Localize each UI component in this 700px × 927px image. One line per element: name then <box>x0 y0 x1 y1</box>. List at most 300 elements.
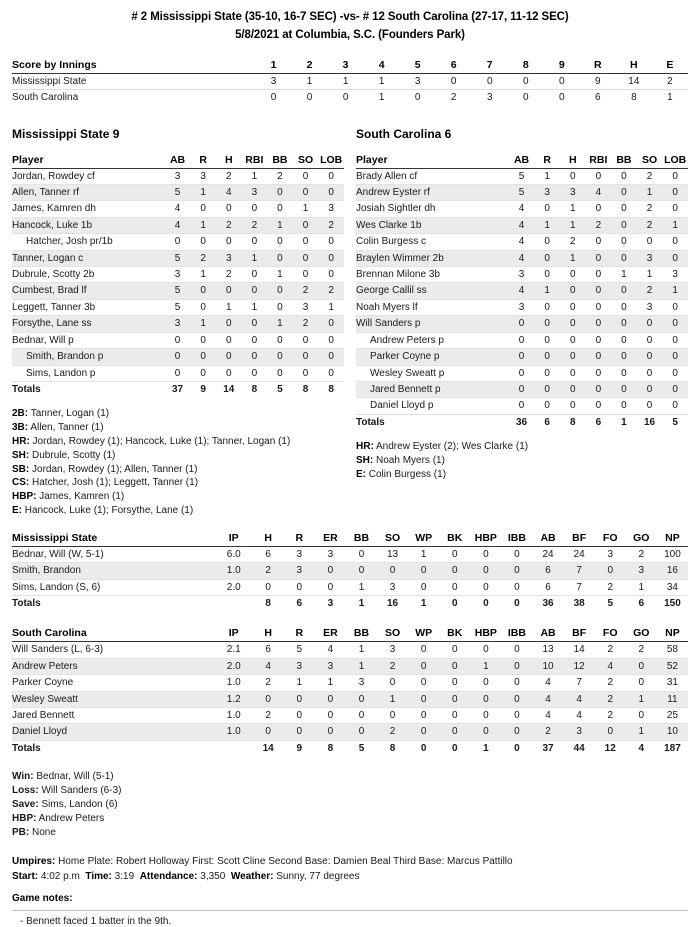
batter-stat: 0 <box>318 185 344 201</box>
table-row <box>12 675 688 691</box>
pitcher-stat: 2 <box>253 675 284 691</box>
batter-stat: 0 <box>586 201 612 217</box>
batter-stat: 2 <box>267 168 293 184</box>
batter-stat: 3 <box>662 267 688 283</box>
batter-stat: 0 <box>662 365 688 381</box>
away-note-line-label: SH: <box>12 449 30 461</box>
home-bat-col-lob: LOB <box>662 154 688 169</box>
pitcher-stat: 0 <box>346 691 377 707</box>
batter-stat: 1 <box>318 299 344 315</box>
table-row <box>12 365 344 381</box>
batter-stat: 0 <box>216 349 242 365</box>
batter-stat: 3 <box>216 250 242 266</box>
batter-stat: 0 <box>534 299 560 315</box>
batter-name: George Callil ss <box>356 283 509 299</box>
pitcher-stat: 0 <box>626 707 657 723</box>
batter-stat: 0 <box>293 234 319 250</box>
away-batting-body <box>12 168 344 397</box>
away-note-line-label: HR: <box>12 435 30 447</box>
innings-row <box>12 73 688 89</box>
batter-stat: 1 <box>242 299 268 315</box>
batter-stat: 1 <box>190 185 216 201</box>
batter-stat: 0 <box>611 185 637 201</box>
batter-name: Allen, Tanner rf <box>12 185 165 201</box>
batter-stat: 1 <box>242 168 268 184</box>
batter-stat: 2 <box>190 250 216 266</box>
pitcher-stat: 0 <box>470 707 501 723</box>
pitcher-stat: 0 <box>253 691 284 707</box>
batting-total-stat: 1 <box>611 414 637 430</box>
pitcher-name: Andrew Peters <box>12 658 215 674</box>
pitcher-stat: 0 <box>346 563 377 579</box>
pitcher-stat: 2 <box>377 658 408 674</box>
batter-stat: 0 <box>611 398 637 414</box>
batter-name: Smith, Brandon p <box>12 349 165 365</box>
batter-stat: 0 <box>534 332 560 348</box>
batter-stat: 0 <box>293 267 319 283</box>
batter-stat: 0 <box>318 168 344 184</box>
pitcher-stat: 4 <box>315 642 346 658</box>
innings-value: 3 <box>486 91 493 103</box>
pitcher-stat: 3 <box>595 546 626 562</box>
home-pit-col-ibb: IBB <box>501 627 532 642</box>
game-note-item: - Bennett faced 1 batter in the 9th. <box>20 916 172 927</box>
batter-name: Josiah Sightler dh <box>356 201 509 217</box>
home-pit-col-hbp: HBP <box>470 627 501 642</box>
pitching-totals-label: Totals <box>12 595 215 611</box>
pitcher-stat: 3 <box>377 579 408 595</box>
batter-stat: 0 <box>662 332 688 348</box>
batter-stat: 0 <box>611 365 637 381</box>
away-note-line-label: 3B: <box>12 422 29 434</box>
batter-stat: 0 <box>190 283 216 299</box>
batter-stat: 0 <box>165 349 191 365</box>
pitcher-stat: 0 <box>439 563 470 579</box>
batter-stat: 1 <box>267 217 293 233</box>
decision-value: Sims, Landon (6) <box>38 799 118 811</box>
pitcher-stat: 2 <box>595 707 626 723</box>
home-note-line-label: E: <box>356 468 366 480</box>
pitcher-stat: 100 <box>657 546 688 562</box>
innings-value: 0 <box>306 91 313 103</box>
away-team-heading: Mississippi State 9 <box>12 126 120 141</box>
pitcher-stat: 2 <box>532 724 563 740</box>
home-bat-col-rbi: RBI <box>586 154 612 169</box>
batter-stat: 0 <box>509 332 535 348</box>
batting-total-stat: 37 <box>165 381 191 397</box>
batter-stat: 0 <box>586 267 612 283</box>
batter-stat: 0 <box>586 283 612 299</box>
pitcher-stat: 2.0 <box>215 658 253 674</box>
home-bat-col-ab: AB <box>509 154 535 169</box>
pitcher-name: Bednar, Will (W, 5-1) <box>12 546 215 562</box>
batter-stat: 0 <box>293 185 319 201</box>
attendance-value: 3,350 <box>197 871 226 883</box>
pitcher-stat: 0 <box>439 658 470 674</box>
pitcher-stat: 3 <box>315 658 346 674</box>
table-row <box>12 299 344 315</box>
batter-stat: 0 <box>586 349 612 365</box>
batter-stat: 5 <box>165 185 191 201</box>
pitcher-stat: 0 <box>377 675 408 691</box>
batter-stat: 1 <box>611 267 637 283</box>
pitching-total-stat: 0 <box>501 740 532 756</box>
batter-stat: 0 <box>586 250 612 266</box>
pitching-totals-row <box>12 595 688 611</box>
batter-stat: 3 <box>637 299 663 315</box>
pitcher-name: Jared Bennett <box>12 707 215 723</box>
batter-stat: 3 <box>509 299 535 315</box>
batting-totals-label: Totals <box>356 414 509 430</box>
pitcher-stat: 0 <box>595 724 626 740</box>
batter-stat: 0 <box>267 201 293 217</box>
pitching-total-stat: 8 <box>253 595 284 611</box>
batting-total-stat: 8 <box>242 381 268 397</box>
pitcher-stat: 1.2 <box>215 691 253 707</box>
pitcher-stat: 2 <box>595 675 626 691</box>
pitching-total-stat: 1 <box>470 740 501 756</box>
pitcher-stat: 0 <box>439 675 470 691</box>
away-note-line <box>12 435 344 449</box>
batter-stat: 5 <box>165 283 191 299</box>
batter-stat: 0 <box>318 365 344 381</box>
batter-stat: 0 <box>318 332 344 348</box>
away-pitching-body <box>12 546 688 611</box>
innings-col-8: 8 <box>508 59 544 74</box>
batter-stat: 0 <box>586 234 612 250</box>
batter-stat: 1 <box>662 217 688 233</box>
away-pit-col-ab: AB <box>532 532 563 547</box>
innings-team-name: Mississippi State <box>12 73 256 89</box>
away-note-line-value: Dubrule, Scotty (1) <box>29 449 116 461</box>
pitcher-stat: 0 <box>501 691 532 707</box>
home-pit-col-ip: IP <box>215 627 253 642</box>
batter-stat: 0 <box>267 299 293 315</box>
batter-stat: 2 <box>293 283 319 299</box>
pitcher-stat: 1 <box>626 579 657 595</box>
pitcher-stat: 4 <box>532 691 563 707</box>
away-pit-col-go: GO <box>626 532 657 547</box>
batter-stat: 0 <box>560 267 586 283</box>
batter-stat: 0 <box>293 250 319 266</box>
pitching-total-stat: 6 <box>626 595 657 611</box>
home-pit-col-bb: BB <box>346 627 377 642</box>
batter-stat: 0 <box>586 398 612 414</box>
away-note-line-label: SB: <box>12 463 30 475</box>
home-note-line-label: SH: <box>356 454 374 466</box>
batter-stat: 0 <box>637 349 663 365</box>
batter-stat: 0 <box>267 250 293 266</box>
away-pit-col-er: ER <box>315 532 346 547</box>
pitcher-stat: 3 <box>564 724 595 740</box>
pitcher-stat: 2 <box>626 546 657 562</box>
batter-stat: 1 <box>190 267 216 283</box>
batter-stat: 0 <box>534 398 560 414</box>
home-pit-col-wp: WP <box>408 627 439 642</box>
batter-stat: 1 <box>560 250 586 266</box>
pitcher-stat: 5 <box>284 642 315 658</box>
batter-stat: 0 <box>293 365 319 381</box>
pitcher-stat: 0 <box>501 579 532 595</box>
score-by-innings-table <box>12 59 688 105</box>
table-row <box>12 168 344 184</box>
batter-stat: 0 <box>662 316 688 332</box>
pitching-total-stat: 5 <box>346 740 377 756</box>
home-pit-col-np: NP <box>657 627 688 642</box>
batter-stat: 2 <box>216 217 242 233</box>
table-row <box>356 283 688 299</box>
batter-stat: 0 <box>662 234 688 250</box>
table-row <box>12 691 688 707</box>
batter-stat: 4 <box>165 201 191 217</box>
batter-stat: 0 <box>190 201 216 217</box>
home-pitching-section <box>12 627 688 756</box>
table-row <box>12 546 688 562</box>
pitcher-stat: 2 <box>626 642 657 658</box>
batter-stat: 0 <box>560 398 586 414</box>
pitcher-name: Parker Coyne <box>12 675 215 691</box>
pitching-total-stat: 37 <box>532 740 563 756</box>
batter-stat: 0 <box>662 349 688 365</box>
pitcher-stat: 4 <box>564 707 595 723</box>
batter-name: Brennan Milone 3b <box>356 267 509 283</box>
table-row <box>12 642 688 658</box>
pitcher-stat: 1.0 <box>215 707 253 723</box>
away-note-line-value: Hatcher, Josh (1); Leggett, Tanner (1) <box>29 477 199 489</box>
away-batting-table <box>12 154 344 398</box>
page-title <box>0 0 700 45</box>
pitcher-stat: 1.0 <box>215 724 253 740</box>
batter-stat: 1 <box>216 299 242 315</box>
home-batting-table <box>356 154 688 431</box>
innings-row <box>12 89 688 105</box>
pitcher-stat: 1 <box>626 724 657 740</box>
pitching-totals-label: Totals <box>12 740 215 756</box>
pitching-total-stat: 9 <box>284 740 315 756</box>
away-pitching-table <box>12 532 688 612</box>
batter-stat: 0 <box>611 201 637 217</box>
batter-stat: 1 <box>534 168 560 184</box>
batter-stat: 0 <box>560 299 586 315</box>
home-note-line <box>356 468 688 482</box>
pitcher-stat: 6 <box>253 642 284 658</box>
away-bat-col-r: R <box>190 154 216 169</box>
batter-stat: 0 <box>586 332 612 348</box>
away-note-line <box>12 421 344 435</box>
batter-stat: 0 <box>242 283 268 299</box>
home-batting-column <box>356 127 688 518</box>
pitcher-stat: 3 <box>346 675 377 691</box>
away-note-line <box>12 463 344 477</box>
batter-name: Dubrule, Scotty 2b <box>12 267 165 283</box>
batter-name: Andrew Peters p <box>356 332 509 348</box>
batter-stat: 0 <box>611 283 637 299</box>
pitching-total-stat: 187 <box>657 740 688 756</box>
batter-stat: 1 <box>560 217 586 233</box>
batting-totals-row <box>12 381 344 397</box>
pitcher-stat: 0 <box>408 691 439 707</box>
batter-stat: 0 <box>242 267 268 283</box>
table-row <box>356 381 688 397</box>
batter-stat: 4 <box>509 201 535 217</box>
pitcher-stat: 0 <box>626 658 657 674</box>
pitcher-stat: 2 <box>377 724 408 740</box>
pitcher-stat: 25 <box>657 707 688 723</box>
batter-stat: 0 <box>611 332 637 348</box>
batting-total-stat: 9 <box>190 381 216 397</box>
pitcher-stat: 0 <box>253 724 284 740</box>
game-date-venue: 5/8/2021 at Columbia, S.C. (Founders Park) <box>235 28 465 41</box>
batter-stat: 0 <box>611 349 637 365</box>
batter-name: Tanner, Logan c <box>12 250 165 266</box>
innings-col-1: 1 <box>256 59 292 74</box>
batter-stat: 2 <box>318 283 344 299</box>
batter-stat: 1 <box>637 185 663 201</box>
pitcher-stat: 0 <box>408 658 439 674</box>
batter-stat: 3 <box>165 316 191 332</box>
weather-value: Sunny, 77 degrees <box>273 871 360 883</box>
away-pit-col-bk: BK <box>439 532 470 547</box>
table-row <box>356 316 688 332</box>
pitcher-stat: 0 <box>284 724 315 740</box>
pitcher-stat: 3 <box>315 546 346 562</box>
home-pit-col-ab: AB <box>532 627 563 642</box>
decision-line <box>12 770 688 784</box>
batter-stat: 0 <box>611 381 637 397</box>
batter-stat: 2 <box>318 217 344 233</box>
table-row <box>12 267 344 283</box>
pitcher-stat: 10 <box>657 724 688 740</box>
batter-stat: 0 <box>662 201 688 217</box>
batting-total-stat: 8 <box>318 381 344 397</box>
pitcher-stat: 3 <box>284 546 315 562</box>
batter-stat: 0 <box>216 365 242 381</box>
umpires-label: Umpires: <box>12 856 56 868</box>
pitcher-stat: 0 <box>284 707 315 723</box>
batter-stat: 0 <box>318 250 344 266</box>
decision-label: Loss: <box>12 785 39 797</box>
batter-stat: 2 <box>586 217 612 233</box>
table-row <box>356 168 688 184</box>
pitcher-name: Sims, Landon (S, 6) <box>12 579 215 595</box>
home-batting-notes <box>356 440 688 481</box>
batter-stat: 0 <box>165 332 191 348</box>
batter-stat: 0 <box>293 332 319 348</box>
batter-stat: 0 <box>637 398 663 414</box>
pitching-total-stat: 3 <box>315 595 346 611</box>
batter-stat: 2 <box>216 267 242 283</box>
batting-section <box>12 127 688 518</box>
pitching-total-stat: 38 <box>564 595 595 611</box>
home-pitching-body <box>12 642 688 756</box>
away-note-line-label: 2B: <box>12 408 29 420</box>
game-conditions-line <box>12 869 688 884</box>
batter-name: James, Kamren dh <box>12 201 165 217</box>
batter-stat: 3 <box>190 168 216 184</box>
batter-stat: 0 <box>190 349 216 365</box>
pitching-total-stat: 1 <box>346 595 377 611</box>
batter-stat: 5 <box>165 299 191 315</box>
home-bat-col-h: H <box>560 154 586 169</box>
batter-stat: 0 <box>165 365 191 381</box>
batter-stat: 0 <box>662 299 688 315</box>
home-batting-player-header: Player <box>356 154 509 169</box>
table-row <box>12 250 344 266</box>
pitcher-stat: 1 <box>470 658 501 674</box>
pitcher-stat: 4 <box>253 658 284 674</box>
home-note-line <box>356 440 688 454</box>
batter-stat: 0 <box>318 234 344 250</box>
pitcher-stat: 2.1 <box>215 642 253 658</box>
batting-totals-row <box>356 414 688 430</box>
innings-col-h: H <box>616 59 652 74</box>
away-pit-col-hbp: HBP <box>470 532 501 547</box>
batter-stat: 0 <box>611 168 637 184</box>
batter-stat: 0 <box>318 349 344 365</box>
pitching-total-stat: 6 <box>284 595 315 611</box>
pitcher-stat: 1 <box>315 675 346 691</box>
pitcher-stat: 0 <box>439 724 470 740</box>
pitcher-stat: 0 <box>470 691 501 707</box>
pitcher-stat: 3 <box>377 642 408 658</box>
pitching-total-stat: 8 <box>377 740 408 756</box>
batter-name: Hatcher, Josh pr/1b <box>12 234 165 250</box>
pitcher-stat: 24 <box>532 546 563 562</box>
batter-stat: 0 <box>190 365 216 381</box>
away-note-line-label: HBP: <box>12 491 37 503</box>
batter-stat: 0 <box>586 299 612 315</box>
batter-name: Hancock, Luke 1b <box>12 217 165 233</box>
pitcher-stat: 0 <box>408 642 439 658</box>
batting-total-stat: 5 <box>662 414 688 430</box>
table-row <box>356 332 688 348</box>
decisions-section <box>12 770 688 840</box>
umpires-value: Home Plate: Robert Holloway First: Scott Cline Second Base: Damien Beal Third Base: Marcus Pattillo <box>55 856 513 868</box>
batter-stat: 3 <box>637 250 663 266</box>
batter-stat: 0 <box>267 234 293 250</box>
innings-value: 0 <box>270 91 277 103</box>
batter-stat: 0 <box>534 349 560 365</box>
away-pitching-header-row <box>12 532 688 547</box>
batter-stat: 0 <box>242 316 268 332</box>
home-note-line-value: Andrew Eyster (2); Wes Clarke (1) <box>373 441 529 453</box>
table-row <box>12 201 344 217</box>
away-note-line-label: CS: <box>12 477 30 489</box>
batter-stat: 0 <box>190 332 216 348</box>
table-row <box>12 658 688 674</box>
pitcher-stat: 24 <box>564 546 595 562</box>
batter-stat: 2 <box>637 168 663 184</box>
away-pit-col-fo: FO <box>595 532 626 547</box>
pitcher-stat: 7 <box>564 675 595 691</box>
home-pit-col-bf: BF <box>564 627 595 642</box>
innings-team-name: South Carolina <box>12 91 79 103</box>
game-notes-divider <box>12 910 688 911</box>
score-by-innings-section <box>12 59 688 105</box>
pitcher-stat: 0 <box>439 546 470 562</box>
pitcher-stat: 0 <box>315 691 346 707</box>
batter-stat: 3 <box>293 299 319 315</box>
batter-name: Wes Clarke 1b <box>356 217 509 233</box>
innings-header-label: Score by Innings <box>12 59 256 74</box>
pitcher-stat: 0 <box>501 642 532 658</box>
pitcher-name: Will Sanders (L, 6-3) <box>12 642 215 658</box>
pitching-total-stat: 4 <box>626 740 657 756</box>
away-batting-player-header: Player <box>12 154 165 169</box>
pitcher-stat: 1 <box>346 658 377 674</box>
table-row <box>356 234 688 250</box>
batter-name: Bednar, Will p <box>12 332 165 348</box>
